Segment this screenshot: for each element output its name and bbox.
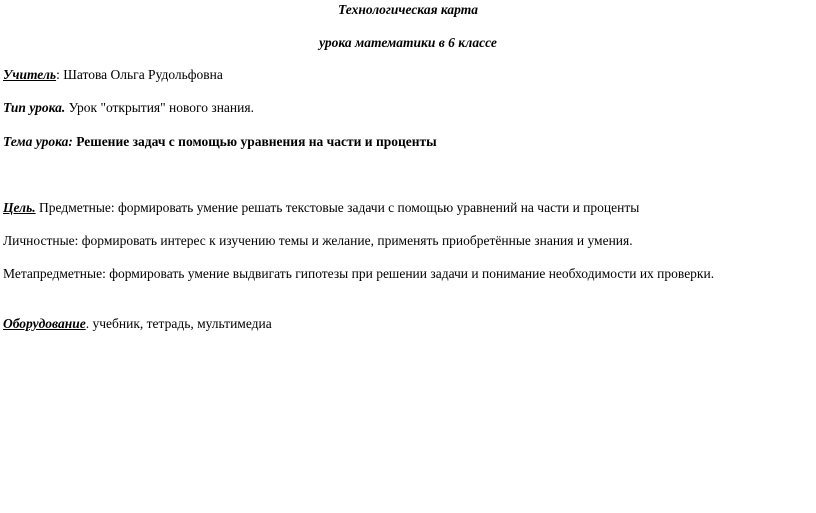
equipment-label: Оборудование: [3, 316, 86, 331]
metasubject-goals: Метапредметные: формировать умение выдвигать гипотезы при решении задачи и понимание необходимости их проверки.: [3, 266, 715, 281]
goal-line: [3, 200, 639, 216]
document-title: Технологическая карта: [338, 2, 478, 17]
teacher-line: [3, 67, 223, 83]
equipment-value: . учебник, тетрадь, мультимедиа: [85, 316, 272, 331]
teacher-name: Шатова Ольга Рудольфовна: [59, 67, 223, 82]
document-subtitle: урока математики в 6 классе: [319, 35, 497, 50]
equipment-line: [3, 316, 272, 332]
lesson-type-value: Урок "открытия" нового знания.: [65, 100, 254, 115]
topic-line: [3, 134, 437, 150]
goal-label: Цель.: [3, 200, 36, 215]
teacher-label: Учитель: [3, 67, 57, 82]
teacher-separator: :: [56, 67, 60, 82]
personal-goals: Личностные: формировать интерес к изучению темы и желание, применять приобретённые знания и умения.: [3, 233, 633, 248]
goal-value: Предметные: формировать умение решать текстовые задачи с помощью уравнений на части и проценты: [35, 200, 640, 215]
lesson-type-label: Тип урока.: [3, 100, 66, 115]
lesson-type-line: [3, 100, 254, 116]
topic-value: Решение задач с помощью уравнения на части и проценты: [72, 134, 437, 149]
topic-label: Тема урока:: [3, 134, 73, 149]
